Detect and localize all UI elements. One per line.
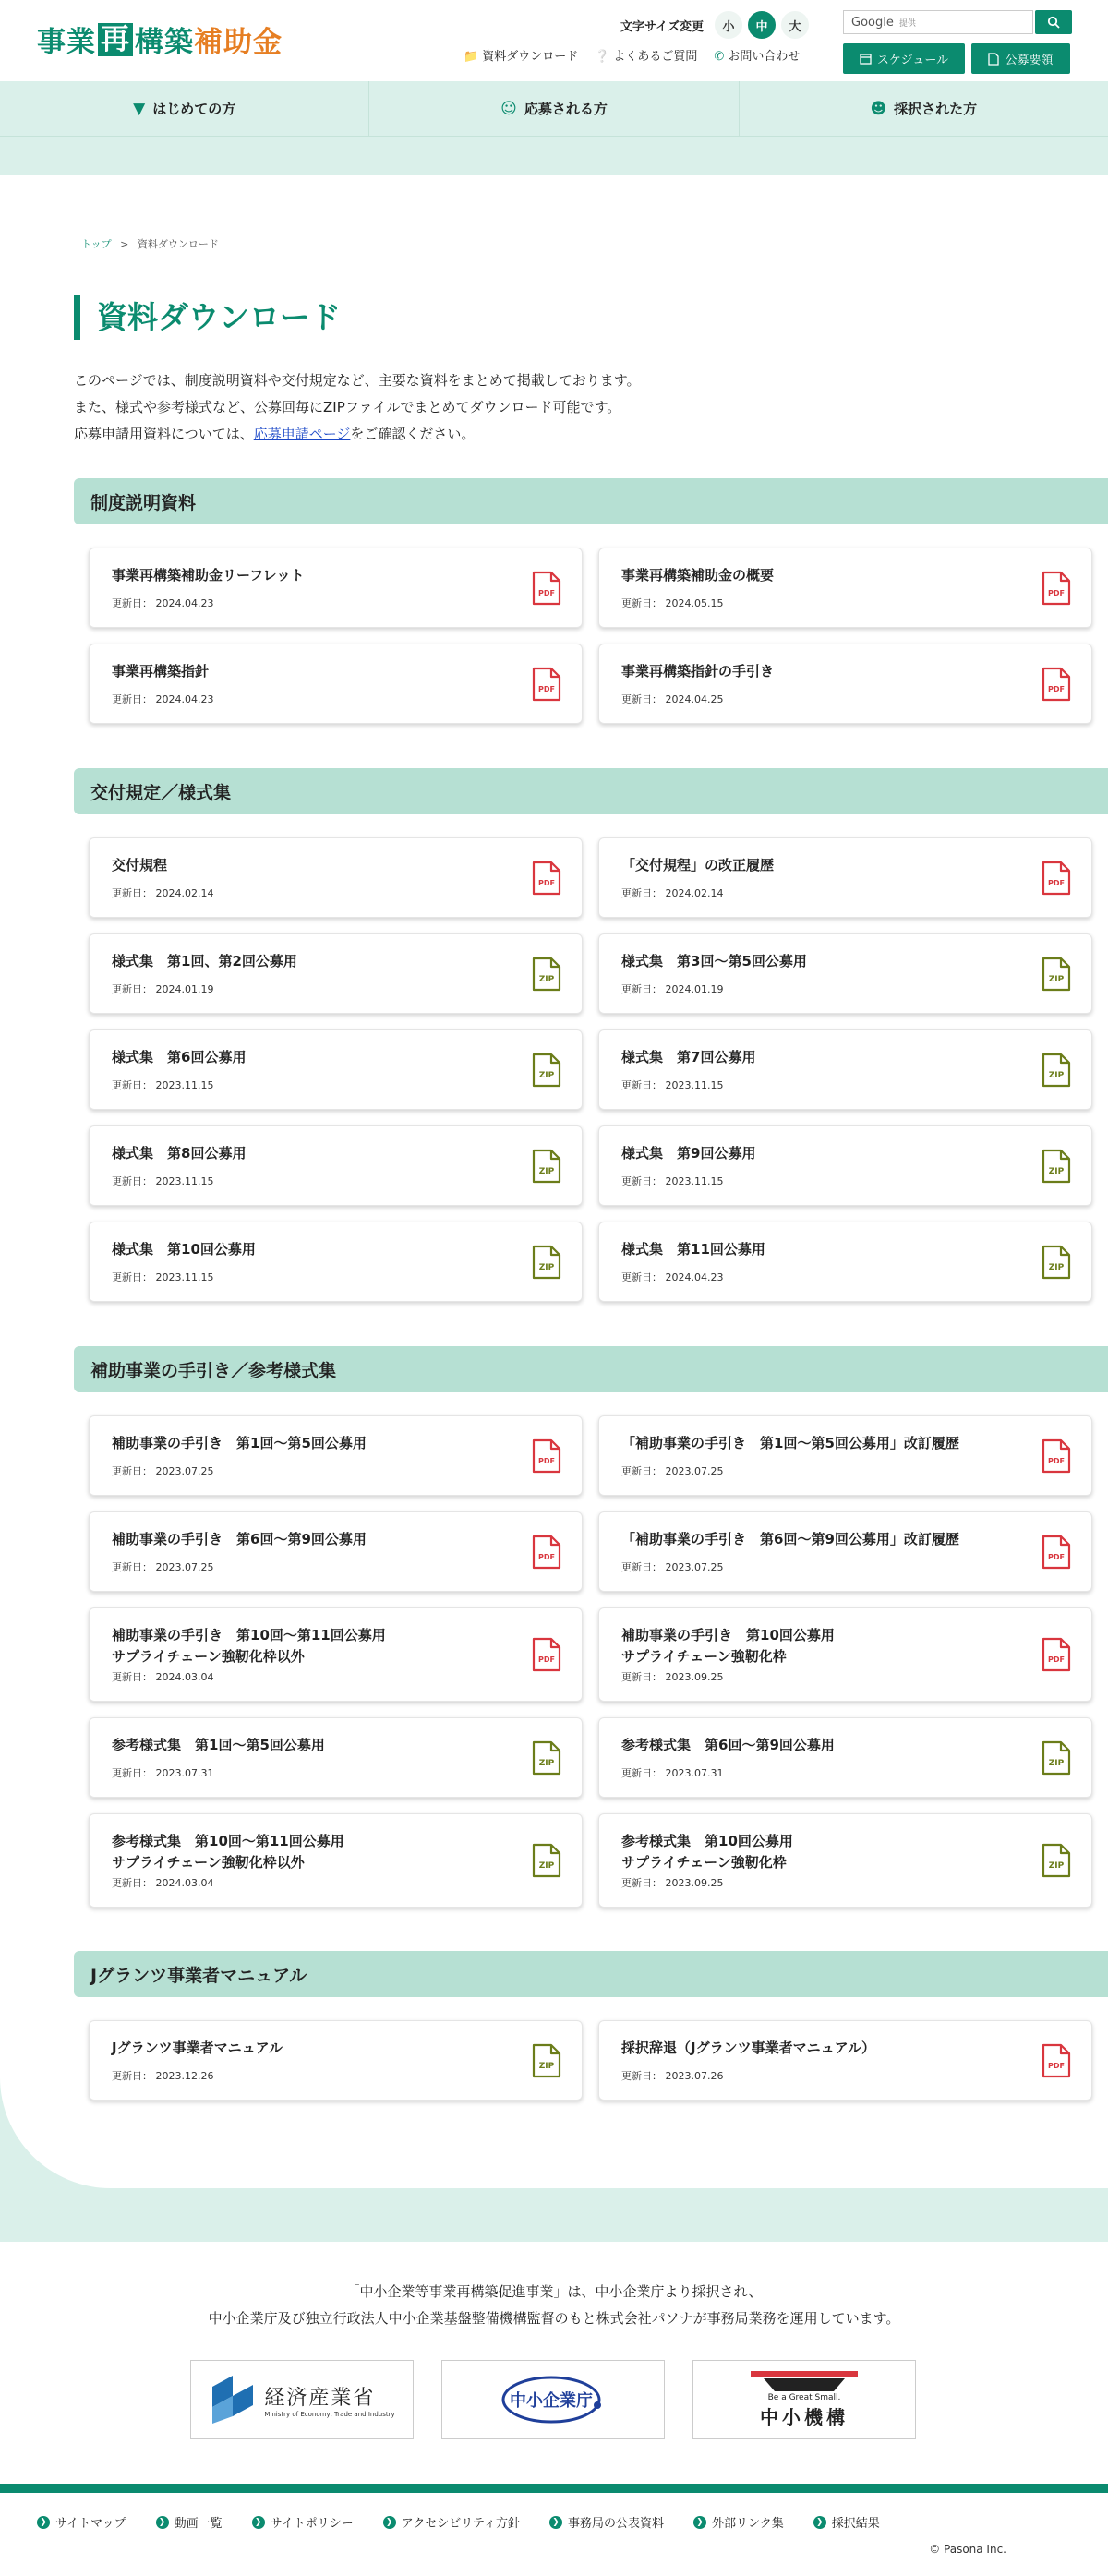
card-title: 採択辞退（Jグランツ事業者マニュアル） <box>621 2040 875 2056</box>
card-date: 更新日： 2023.11.15 <box>112 1079 214 1091</box>
gnav-applicants[interactable]: ☺ 応募される方 <box>369 81 739 136</box>
chevron-right-icon: ❯ <box>813 2516 826 2529</box>
card-date: 更新日： 2023.11.15 <box>621 1079 724 1091</box>
footer-bar <box>0 2484 1108 2493</box>
site-search <box>843 10 1072 34</box>
card-title: 補助事業の手引き 第10回～第11回公募用 サプライチェーン強靭化枠以外 <box>112 1627 386 1665</box>
card-date: 更新日： 2024.04.25 <box>621 693 724 705</box>
page-title: 資料ダウンロード <box>74 295 341 340</box>
download-card[interactable] <box>598 1813 1092 1908</box>
card-title: 様式集 第9回公募用 <box>621 1145 756 1162</box>
card-title: 補助事業の手引き 第10回公募用 サプライチェーン強靭化枠 <box>621 1627 835 1665</box>
pdf-file-icon <box>532 1535 561 1570</box>
card-title: Jグランツ事業者マニュアル <box>112 2040 283 2056</box>
pdf-file-icon <box>1042 861 1071 896</box>
svg-text:PDF: PDF <box>1048 684 1065 693</box>
svg-text:ZIP: ZIP <box>1048 974 1065 984</box>
card-date: 更新日： 2024.04.23 <box>621 1271 724 1283</box>
download-card[interactable] <box>598 2020 1092 2101</box>
phone-icon: ✆ <box>714 50 725 64</box>
pdf-file-icon <box>1042 1438 1071 1474</box>
footer-link[interactable]: ❯ 採択結果 <box>813 2513 880 2531</box>
smrj-mark-icon <box>751 2371 858 2391</box>
folder-icon: 📁 <box>464 50 479 64</box>
chevron-right-icon: ❯ <box>549 2516 562 2529</box>
site-logo[interactable]: 事業 再 構築 補助金 <box>37 22 283 59</box>
download-card[interactable] <box>598 644 1092 724</box>
section-heading: 制度説明資料 <box>74 478 1108 524</box>
zip-file-icon <box>1042 1843 1071 1878</box>
download-card[interactable] <box>598 1607 1092 1702</box>
download-card[interactable] <box>89 1813 583 1908</box>
download-card[interactable] <box>89 1222 583 1302</box>
download-card[interactable] <box>89 1717 583 1798</box>
card-title: 補助事業の手引き 第1回～第5回公募用 <box>112 1435 367 1451</box>
zip-file-icon <box>532 1245 561 1280</box>
zip-file-icon <box>532 1149 561 1184</box>
pdf-file-icon <box>532 1438 561 1474</box>
util-link-download[interactable]: 📁 資料ダウンロード <box>464 50 579 64</box>
card-title: 参考様式集 第1回～第5回公募用 <box>112 1737 325 1753</box>
card-date: 更新日： 2023.11.15 <box>621 1175 724 1187</box>
download-card[interactable] <box>89 837 583 918</box>
card-date: 更新日： 2024.02.14 <box>621 887 724 899</box>
footer-logos <box>190 2360 916 2439</box>
download-card[interactable] <box>89 933 583 1014</box>
pdf-file-icon <box>1042 1535 1071 1570</box>
breadcrumb-current: 資料ダウンロード <box>137 238 219 250</box>
card-date: 更新日： 2023.07.25 <box>112 1561 214 1573</box>
svg-text:PDF: PDF <box>1048 2061 1065 2070</box>
util-link-faq[interactable]: ❔ よくあるご質問 <box>595 50 698 64</box>
card-date: 更新日： 2023.07.31 <box>621 1767 724 1779</box>
global-nav <box>0 81 1108 137</box>
card-date: 更新日： 2023.07.25 <box>112 1465 214 1477</box>
card-date: 更新日： 2023.07.31 <box>112 1767 214 1779</box>
card-title: 「補助事業の手引き 第1回～第5回公募用」改訂履歴 <box>621 1435 959 1451</box>
footer-link[interactable]: ❯ 動画一覧 <box>156 2513 223 2531</box>
zip-file-icon <box>1042 957 1071 992</box>
chevron-right-icon: ❯ <box>252 2516 265 2529</box>
pdf-file-icon <box>1042 571 1071 606</box>
footer-link[interactable]: ❯ アクセシビリティ方針 <box>383 2513 520 2531</box>
card-title: 様式集 第6回公募用 <box>112 1049 247 1065</box>
meti-logo[interactable]: 経済産業省 Ministry of Economy, Trade and Industry <box>190 2360 414 2439</box>
card-title: 「補助事業の手引き 第6回～第9回公募用」改訂履歴 <box>621 1531 959 1547</box>
download-card[interactable] <box>598 1222 1092 1302</box>
card-date: 更新日： 2023.09.25 <box>621 1671 724 1683</box>
chusho-logo[interactable] <box>441 2360 665 2439</box>
footer-links <box>37 2513 880 2531</box>
meti-mark-icon <box>209 2374 257 2426</box>
smrj-logo[interactable]: Be a Great Small. 中小機構 <box>692 2360 916 2439</box>
gnav-beginners[interactable]: ▼ はじめての方 <box>0 81 369 136</box>
card-title: 補助事業の手引き 第6回～第9回公募用 <box>112 1531 367 1547</box>
card-title: 交付規程 <box>112 857 168 873</box>
chevron-right-icon: ❯ <box>156 2516 169 2529</box>
zip-file-icon <box>1042 1053 1071 1088</box>
font-size-label: 文字サイズ変更 <box>620 19 704 34</box>
font-size-small-button[interactable]: 小 <box>715 11 742 39</box>
download-card[interactable] <box>598 548 1092 628</box>
footer-link[interactable]: ❯ 事務局の公表資料 <box>549 2513 664 2531</box>
svg-text:PDF: PDF <box>538 588 555 597</box>
chevron-right-icon: ❯ <box>37 2516 50 2529</box>
util-link-contact[interactable]: ✆ お問い合わせ <box>714 50 801 64</box>
svg-text:PDF: PDF <box>1048 1552 1065 1561</box>
card-date: 更新日： 2023.11.15 <box>112 1175 214 1187</box>
card-title: 様式集 第8回公募用 <box>112 1145 247 1162</box>
card-date: 更新日： 2024.05.15 <box>621 597 724 609</box>
zip-file-icon <box>532 1740 561 1776</box>
svg-text:ZIP: ZIP <box>538 1262 555 1272</box>
zip-file-icon <box>1042 1740 1071 1776</box>
svg-text:PDF: PDF <box>538 1456 555 1465</box>
footer-link[interactable]: ❯ 外部リンク集 <box>693 2513 784 2531</box>
download-card[interactable] <box>89 548 583 628</box>
svg-text:中小企業庁: 中小企業庁 <box>510 2391 593 2411</box>
card-date: 更新日： 2023.09.25 <box>621 1877 724 1889</box>
download-card[interactable] <box>598 1125 1092 1206</box>
svg-text:ZIP: ZIP <box>538 1861 555 1871</box>
section-heading: 交付規定／様式集 <box>74 768 1108 814</box>
card-title: 様式集 第3回～第5回公募用 <box>621 953 807 969</box>
svg-text:PDF: PDF <box>538 1552 555 1561</box>
svg-text:PDF: PDF <box>1048 588 1065 597</box>
schedule-button[interactable]: スケジュール <box>843 43 965 74</box>
svg-text:ZIP: ZIP <box>1048 1070 1065 1080</box>
guideline-button[interactable]: 公募要領 <box>971 43 1070 74</box>
utility-links <box>464 46 800 64</box>
zip-file-icon <box>1042 1245 1071 1280</box>
google-provider: 提供 <box>898 18 916 29</box>
download-card[interactable] <box>598 837 1092 918</box>
svg-text:ZIP: ZIP <box>1048 1262 1065 1272</box>
card-title: 様式集 第7回公募用 <box>621 1049 756 1065</box>
zip-file-icon <box>532 1843 561 1878</box>
card-title: 「交付規程」の改正履歴 <box>621 857 775 873</box>
download-card[interactable] <box>598 1511 1092 1592</box>
svg-text:ZIP: ZIP <box>538 974 555 984</box>
card-title: 様式集 第1回、第2回公募用 <box>112 953 297 969</box>
card-date: 更新日： 2023.07.25 <box>621 1561 724 1573</box>
search-icon <box>1047 16 1060 29</box>
copyright: © Pasona Inc. <box>929 2543 1006 2556</box>
card-date: 更新日： 2023.11.15 <box>112 1271 214 1283</box>
zip-file-icon <box>532 1053 561 1088</box>
pdf-file-icon <box>1042 2043 1071 2078</box>
download-card[interactable] <box>598 1415 1092 1496</box>
svg-text:ZIP: ZIP <box>1048 1861 1065 1871</box>
download-card[interactable] <box>598 933 1092 1014</box>
footer-link[interactable]: ❯ サイトマップ <box>37 2513 126 2531</box>
download-card[interactable] <box>89 1607 583 1702</box>
svg-text:PDF: PDF <box>538 1655 555 1664</box>
footer-description: 「中小企業等事業再構築促進事業」は、中小企業庁より採択され、 中小企業庁及び独立行政法人中小企業基盤整備機構監督のもと株式会社パソナが事務局業務を運用しています。 <box>208 2283 900 2327</box>
card-date: 更新日： 2024.03.04 <box>112 1671 214 1683</box>
card-title: 参考様式集 第6回～第9回公募用 <box>621 1737 835 1753</box>
card-date: 更新日： 2024.04.23 <box>112 597 214 609</box>
beginner-mark-icon: ▼ <box>133 99 146 118</box>
pdf-file-icon <box>532 861 561 896</box>
download-card[interactable] <box>89 1511 583 1592</box>
card-title: 事業再構築指針 <box>112 663 210 680</box>
person-outline-icon: ☺ <box>500 99 517 118</box>
pdf-file-icon <box>532 1637 561 1672</box>
card-date: 更新日： 2023.07.26 <box>621 2070 724 2082</box>
site-header <box>0 0 1108 81</box>
download-card[interactable] <box>89 644 583 724</box>
gnav-adopted[interactable]: ☻ 採択された方 <box>870 99 978 118</box>
font-size-medium-button[interactable]: 中 <box>748 11 776 39</box>
download-card[interactable] <box>89 1125 583 1206</box>
svg-text:ZIP: ZIP <box>538 1070 555 1080</box>
pdf-file-icon <box>1042 1637 1071 1672</box>
chevron-right-icon: ❯ <box>693 2516 706 2529</box>
section-heading: Jグランツ事業者マニュアル <box>74 1951 1108 1997</box>
svg-text:ZIP: ZIP <box>538 2061 555 2071</box>
svg-text:PDF: PDF <box>1048 1456 1065 1465</box>
svg-text:PDF: PDF <box>1048 878 1065 887</box>
apply-page-link[interactable]: 応募申請ページ <box>253 426 351 442</box>
svg-text:ZIP: ZIP <box>1048 1166 1065 1176</box>
card-title: 事業再構築補助金リーフレット <box>112 567 305 584</box>
card-title: 事業再構築指針の手引き <box>621 663 775 680</box>
zip-file-icon <box>532 957 561 992</box>
card-title: 参考様式集 第10回～第11回公募用 サプライチェーン強靭化枠以外 <box>112 1833 344 1871</box>
svg-text:ZIP: ZIP <box>1048 1758 1065 1768</box>
question-icon: ❔ <box>595 50 610 64</box>
breadcrumb: トップ > 資料ダウンロード <box>81 238 219 250</box>
footer-link[interactable]: ❯ サイトポリシー <box>252 2513 354 2531</box>
svg-text:ZIP: ZIP <box>538 1758 555 1768</box>
font-size-large-button[interactable]: 大 <box>781 11 809 39</box>
svg-text:PDF: PDF <box>1048 1655 1065 1664</box>
card-date: 更新日： 2024.01.19 <box>621 983 724 995</box>
search-button[interactable] <box>1035 10 1072 34</box>
download-card[interactable] <box>89 2020 583 2101</box>
svg-text:PDF: PDF <box>538 684 555 693</box>
download-card[interactable] <box>598 1029 1092 1110</box>
pdf-file-icon <box>532 571 561 606</box>
download-card[interactable] <box>89 1029 583 1110</box>
svg-text:PDF: PDF <box>538 878 555 887</box>
card-title: 参考様式集 第10回公募用 サプライチェーン強靭化枠 <box>621 1833 793 1871</box>
card-date: 更新日： 2023.07.25 <box>621 1465 724 1477</box>
document-icon <box>988 53 999 66</box>
card-date: 更新日： 2024.02.14 <box>112 887 214 899</box>
card-title: 様式集 第11回公募用 <box>621 1241 765 1258</box>
intro-text: このページでは、制度説明資料や交付規定など、主要な資料をまとめて掲載しております。 また、様式や参考様式など、公募回毎にZIPファイルでまとめてダウンロード可能です。 応募申請用資料については、応募申請ページをご確認ください。 <box>74 372 641 442</box>
person-icon: ☻ <box>870 99 887 118</box>
calendar-icon <box>860 53 872 65</box>
section-heading: 補助事業の手引き／参考様式集 <box>74 1346 1108 1392</box>
font-size-switcher <box>620 11 809 39</box>
card-date: 更新日： 2023.12.26 <box>112 2070 214 2082</box>
pdf-file-icon <box>532 667 561 702</box>
download-card[interactable] <box>598 1717 1092 1798</box>
card-title: 様式集 第10回公募用 <box>112 1241 256 1258</box>
zip-file-icon <box>1042 1149 1071 1184</box>
card-title: 事業再構築補助金の概要 <box>621 567 775 584</box>
card-date: 更新日： 2024.03.04 <box>112 1877 214 1889</box>
pdf-file-icon <box>1042 667 1071 702</box>
google-brand: Google <box>851 15 894 30</box>
zip-file-icon <box>532 2043 561 2078</box>
svg-text:ZIP: ZIP <box>538 1166 555 1176</box>
search-input[interactable] <box>843 10 1033 34</box>
breadcrumb-home[interactable]: トップ <box>81 238 112 250</box>
card-date: 更新日： 2024.04.23 <box>112 693 214 705</box>
card-date: 更新日： 2024.01.19 <box>112 983 214 995</box>
chevron-right-icon: ❯ <box>383 2516 396 2529</box>
chusho-mark-icon <box>498 2372 608 2427</box>
download-card[interactable] <box>89 1415 583 1496</box>
